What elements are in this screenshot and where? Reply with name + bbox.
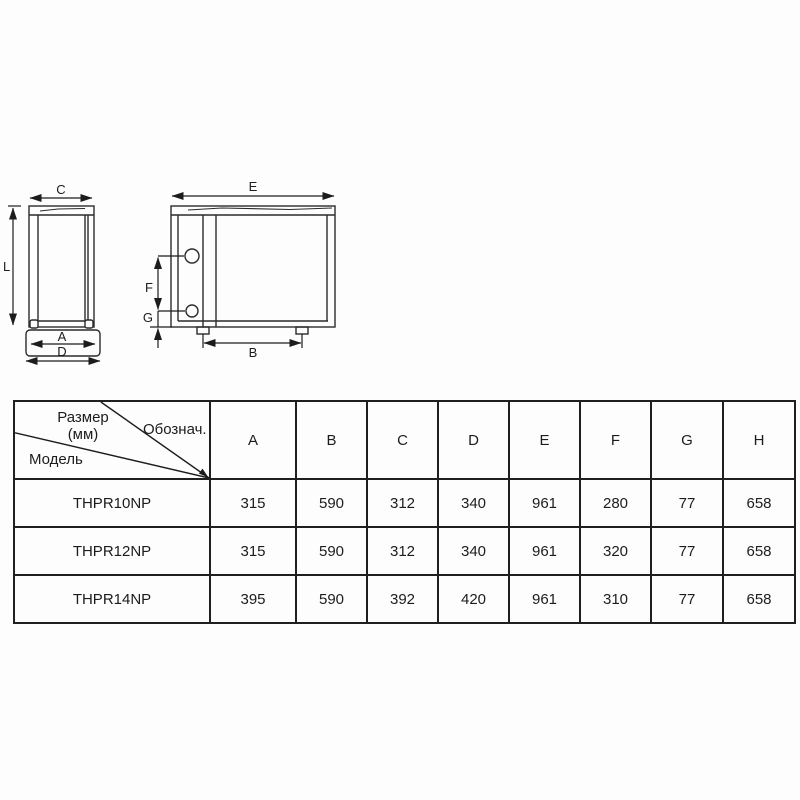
- upper-port-circle: [185, 249, 199, 263]
- value-cell: 961: [509, 479, 580, 527]
- corner-size-label: [43, 409, 123, 444]
- table-row: [14, 479, 795, 527]
- value-cell: 658: [723, 575, 795, 623]
- col-header-c: C: [367, 401, 438, 479]
- front-foot-left: [197, 327, 209, 334]
- value-cell: 420: [438, 575, 509, 623]
- table-row: [14, 527, 795, 575]
- value-cell: 312: [367, 479, 438, 527]
- value-cell: 310: [580, 575, 651, 623]
- col-header-e: E: [509, 401, 580, 479]
- dim-label-f: F: [145, 280, 153, 295]
- side-foot-right: [85, 320, 93, 328]
- col-header-a: A: [210, 401, 296, 479]
- value-cell: 392: [367, 575, 438, 623]
- side-view-dimensions: [8, 198, 100, 361]
- value-cell: 658: [723, 527, 795, 575]
- dim-label-c: C: [56, 182, 66, 197]
- value-cell: 315: [210, 527, 296, 575]
- corner-model-label: Модель: [29, 451, 83, 468]
- dimensions-table: [13, 400, 796, 624]
- col-header-f: F: [580, 401, 651, 479]
- front-view: [171, 206, 335, 334]
- lower-port-circle: [186, 305, 198, 317]
- table-row: [14, 575, 795, 623]
- value-cell: 961: [509, 527, 580, 575]
- value-cell: 77: [651, 479, 723, 527]
- model-name: THPR10NP: [14, 479, 210, 527]
- value-cell: 395: [210, 575, 296, 623]
- dim-label-g: G: [142, 310, 153, 325]
- side-body: [29, 206, 94, 327]
- value-cell: 961: [509, 575, 580, 623]
- front-body: [171, 206, 335, 327]
- value-cell: 590: [296, 479, 367, 527]
- size-label-text: Размер: [57, 409, 109, 426]
- header-row: [14, 401, 795, 479]
- value-cell: 77: [651, 575, 723, 623]
- col-header-d: D: [438, 401, 509, 479]
- value-cell: 590: [296, 527, 367, 575]
- col-header-g: G: [651, 401, 723, 479]
- model-name: THPR14NP: [14, 575, 210, 623]
- col-header-b: B: [296, 401, 367, 479]
- dim-label-l: L: [3, 259, 11, 274]
- size-unit-text: (мм): [67, 426, 99, 444]
- value-cell: 340: [438, 479, 509, 527]
- corner-cell: [14, 401, 210, 479]
- value-cell: 77: [651, 527, 723, 575]
- value-cell: 315: [210, 479, 296, 527]
- dim-label-e: E: [248, 180, 258, 194]
- value-cell: 280: [580, 479, 651, 527]
- dim-label-b: B: [248, 345, 258, 360]
- value-cell: 320: [580, 527, 651, 575]
- corner-designation-label: Обознач.: [143, 421, 207, 438]
- value-cell: 590: [296, 575, 367, 623]
- col-header-h: H: [723, 401, 795, 479]
- value-cell: 312: [367, 527, 438, 575]
- front-foot-right: [296, 327, 308, 334]
- value-cell: 658: [723, 479, 795, 527]
- side-foot-left: [30, 320, 38, 328]
- value-cell: 340: [438, 527, 509, 575]
- dim-label-d: D: [57, 344, 67, 359]
- technical-drawings: [0, 180, 370, 375]
- model-name: THPR12NP: [14, 527, 210, 575]
- dim-label-a: A: [57, 329, 67, 344]
